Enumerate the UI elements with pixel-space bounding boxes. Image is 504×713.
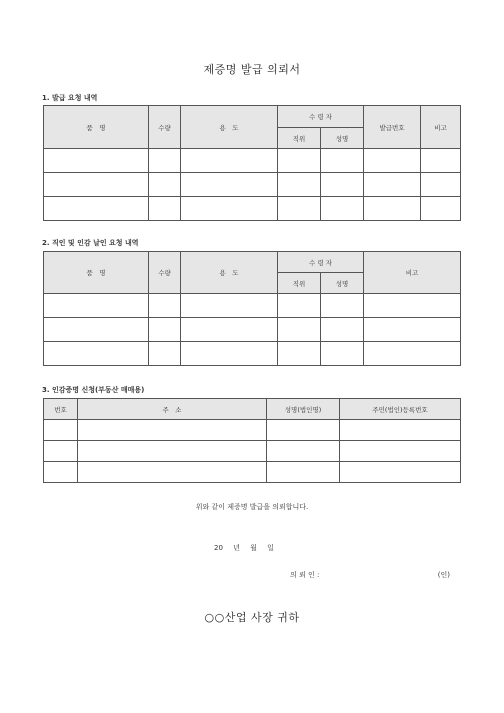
- cell[interactable]: [364, 197, 421, 221]
- cell[interactable]: [278, 294, 321, 318]
- cell[interactable]: [321, 173, 364, 197]
- header-issue-no: 발급번호: [364, 106, 421, 149]
- cell[interactable]: [340, 441, 461, 462]
- cell[interactable]: [278, 197, 321, 221]
- cell[interactable]: [321, 294, 364, 318]
- cell[interactable]: [181, 294, 278, 318]
- header-address: 주 소: [78, 399, 267, 420]
- section3-label: 3. 인감증명 신청(부동산 매매용): [42, 386, 145, 394]
- cell[interactable]: [149, 318, 181, 342]
- cell[interactable]: [44, 294, 149, 318]
- cell[interactable]: [181, 342, 278, 366]
- seal-certificate-table: [43, 398, 461, 483]
- cell[interactable]: [421, 149, 461, 173]
- header-no: 번호: [44, 399, 78, 420]
- cell[interactable]: [278, 318, 321, 342]
- cell[interactable]: [267, 420, 340, 441]
- cell[interactable]: [321, 342, 364, 366]
- cell[interactable]: [44, 197, 149, 221]
- cell[interactable]: [321, 318, 364, 342]
- cell[interactable]: [278, 342, 321, 366]
- cell[interactable]: [78, 441, 267, 462]
- cell[interactable]: [181, 173, 278, 197]
- cell[interactable]: [44, 318, 149, 342]
- cell[interactable]: [78, 462, 267, 483]
- table-row: [44, 462, 461, 483]
- cell[interactable]: [44, 420, 78, 441]
- cell[interactable]: [321, 149, 364, 173]
- cell[interactable]: [278, 173, 321, 197]
- cell[interactable]: [421, 197, 461, 221]
- header-remarks: 비고: [421, 106, 461, 149]
- section1-label: 1. 발급 요청 내역: [42, 94, 98, 102]
- cell[interactable]: [181, 149, 278, 173]
- cell[interactable]: [44, 441, 78, 462]
- cell[interactable]: [421, 173, 461, 197]
- applicant-line: [290, 570, 450, 580]
- header-remarks: 비고: [364, 252, 461, 294]
- table-row: [44, 294, 461, 318]
- table-row: [44, 197, 461, 221]
- header-purpose: 용 도: [181, 252, 278, 294]
- section2-label: 2. 직인 및 인감 날인 요청 내역: [42, 239, 139, 247]
- cell[interactable]: [278, 149, 321, 173]
- header-name: 성명: [321, 128, 364, 149]
- header-qty: 수량: [149, 106, 181, 149]
- cell[interactable]: [78, 420, 267, 441]
- cell[interactable]: [44, 149, 149, 173]
- cell[interactable]: [364, 149, 421, 173]
- table-row: [44, 318, 461, 342]
- table-row: [44, 342, 461, 366]
- table-row: [44, 149, 461, 173]
- cell[interactable]: [149, 149, 181, 173]
- cell[interactable]: [44, 173, 149, 197]
- header-receiver: 수 령 자: [278, 252, 364, 273]
- seal-mark: (인): [437, 571, 450, 579]
- cell[interactable]: [44, 342, 149, 366]
- cell[interactable]: [364, 342, 461, 366]
- cell[interactable]: [267, 441, 340, 462]
- cell[interactable]: [267, 462, 340, 483]
- applicant-label: 의 뢰 인 :: [290, 571, 320, 579]
- header-reg-no: 주민(법인)등록번호: [340, 399, 461, 420]
- closing-statement: 위와 같이 제증명 발급을 의뢰합니다.: [195, 503, 309, 511]
- header-purpose: 용 도: [181, 106, 278, 149]
- table-row: [44, 173, 461, 197]
- document-title: 제증명 발급 의뢰서: [203, 63, 301, 76]
- recipient: ○○산업 사장 귀하: [204, 611, 300, 624]
- cell[interactable]: [44, 462, 78, 483]
- header-name: 성명: [321, 273, 364, 294]
- header-qty: 수량: [149, 252, 181, 294]
- date-line: 20 년 월 일: [214, 544, 274, 552]
- cell[interactable]: [181, 197, 278, 221]
- header-item: 품 명: [44, 106, 149, 149]
- issue-request-table: [43, 105, 461, 221]
- cell[interactable]: [181, 318, 278, 342]
- seal-request-table: [43, 251, 461, 366]
- header-receiver: 수 령 자: [278, 106, 364, 128]
- cell[interactable]: [340, 462, 461, 483]
- table-row: [44, 441, 461, 462]
- table-row: [44, 420, 461, 441]
- cell[interactable]: [149, 173, 181, 197]
- cell[interactable]: [364, 318, 461, 342]
- header-position: 직위: [278, 273, 321, 294]
- cell[interactable]: [340, 420, 461, 441]
- cell[interactable]: [364, 294, 461, 318]
- header-corp-name: 성명(법인명): [267, 399, 340, 420]
- cell[interactable]: [149, 294, 181, 318]
- cell[interactable]: [364, 173, 421, 197]
- cell[interactable]: [149, 342, 181, 366]
- cell[interactable]: [321, 197, 364, 221]
- cell[interactable]: [149, 197, 181, 221]
- header-item: 품 명: [44, 252, 149, 294]
- header-position: 직위: [278, 128, 321, 149]
